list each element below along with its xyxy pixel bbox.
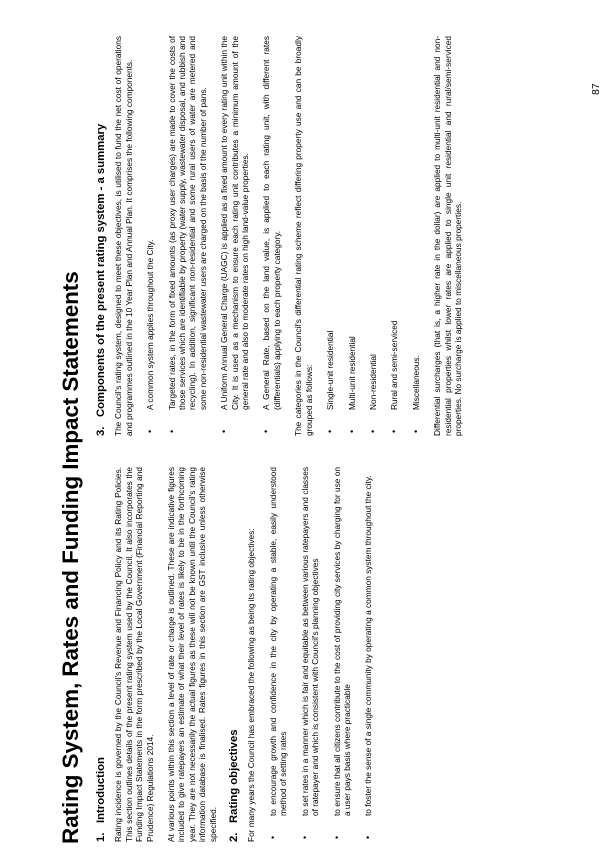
components-lead: The Council's rating system, designed to meet these objectives, is utilised to fund the net cost of operations and programmes outlined in the 10 Year Plan and Annual Plan. It comprises the following components.	[113, 36, 134, 436]
section-3-number: 3.	[95, 426, 107, 436]
category-item: • Miscellaneous.	[411, 36, 421, 436]
intro-paragraph-2: At various points within this section a level of rate or charge is outlined. These are indicative figures included to give ratepayers an estimate of what their level of rates is likely to be in the forthcoming year. They are not necessarily the actual figures as these will not be known until the Council's rating information database is finalised. Rates figures in this section are GST inclusive unless otherwise specified.	[166, 467, 218, 842]
objective-item: • to encourage growth and confidence in the city by operating a stable, easily understood method of setting rates	[268, 467, 289, 842]
categories-list	[325, 36, 421, 436]
component-item: • A common system applies throughout the City.	[145, 36, 155, 436]
section-1-number: 1.	[95, 832, 107, 842]
objective-item: • to set rates in a manner which is fair and equitable as between various ratepayers and classes of ratepayer and which is consistent with Council's planning objectives	[300, 467, 321, 842]
objectives-list	[268, 467, 374, 842]
section-2-title: Rating objectives	[228, 729, 241, 823]
component-item: • A Uniform Annual General Charge (UAGC) is applied as a fixed amount to every rating unit within the City. It is used as a mechanism to ensure each rating unit contributes a minimum amount of the general rate and also to moderate rates on high land-value properties.	[219, 36, 250, 436]
section-3-heading	[96, 36, 106, 436]
section-3-title: Components of the present rating system - a summary	[95, 123, 107, 417]
category-item: • Non-residential	[368, 36, 378, 436]
components-closing: Differential surcharges (that is, a higher rate in the dollar) are applied to multi-unit residential and non-residential properties whilst lower rates are applied to single unit residential and rural/semi-serviced properties. No surcharge is applied to miscellaneous properties.	[432, 36, 463, 436]
section-2-heading	[229, 467, 239, 842]
category-item: • Single-unit residential	[325, 36, 335, 436]
section-1-heading	[96, 467, 106, 842]
objective-item: • to foster the sense of a single community by operating a common system throughout the city.	[363, 467, 373, 842]
components-list	[145, 36, 282, 436]
intro-paragraph-1: Rating incidence is governed by the Council's Revenue and Financing Policy and its Rating Policies. This section outlines details of the present rating system used by the Council. It also incorporates the Funding Impact Statements in the form prescribed by the Local Government (Financial Reporting and Prudence) Regulations 2014.	[113, 467, 155, 842]
objective-item: • to ensure that all citizens contribute to the cost of providing city services by charging for use on a user pays basis where practicable	[332, 467, 353, 842]
section-1-title: Introduction	[95, 757, 107, 823]
component-item: • Targeted rates, in the form of fixed amounts (as proxy user charges) are made to cover the costs of those services which are identifiable by property (water supply, wastewater disposal, and rubbish and recycling). In addition, significant non-residential and some rural users of water are metered and some non-residential wastewater users are charged on the basis of the number of pans.	[167, 36, 209, 436]
left-column	[96, 467, 385, 842]
right-column	[96, 36, 474, 436]
page-number: 87	[590, 83, 602, 95]
page-title: Rating System, Rates and Funding Impact Statements	[58, 271, 83, 844]
component-item: • A General Rate, based on the land value, is applied to each rating unit, with different rates (differentials) applying to each property category.	[261, 36, 282, 436]
section-2-number: 2.	[228, 832, 241, 842]
category-item: • Multi-unit residential	[347, 36, 357, 436]
categories-lead: The categories in the Council's differential rating scheme reflect differing property use and can be broadly grouped as follows:	[293, 36, 314, 436]
category-item: • Rural and semi-serviced	[389, 36, 399, 436]
objectives-lead: For many years the Council has embraced the following as being its rating objectives:	[246, 528, 257, 842]
